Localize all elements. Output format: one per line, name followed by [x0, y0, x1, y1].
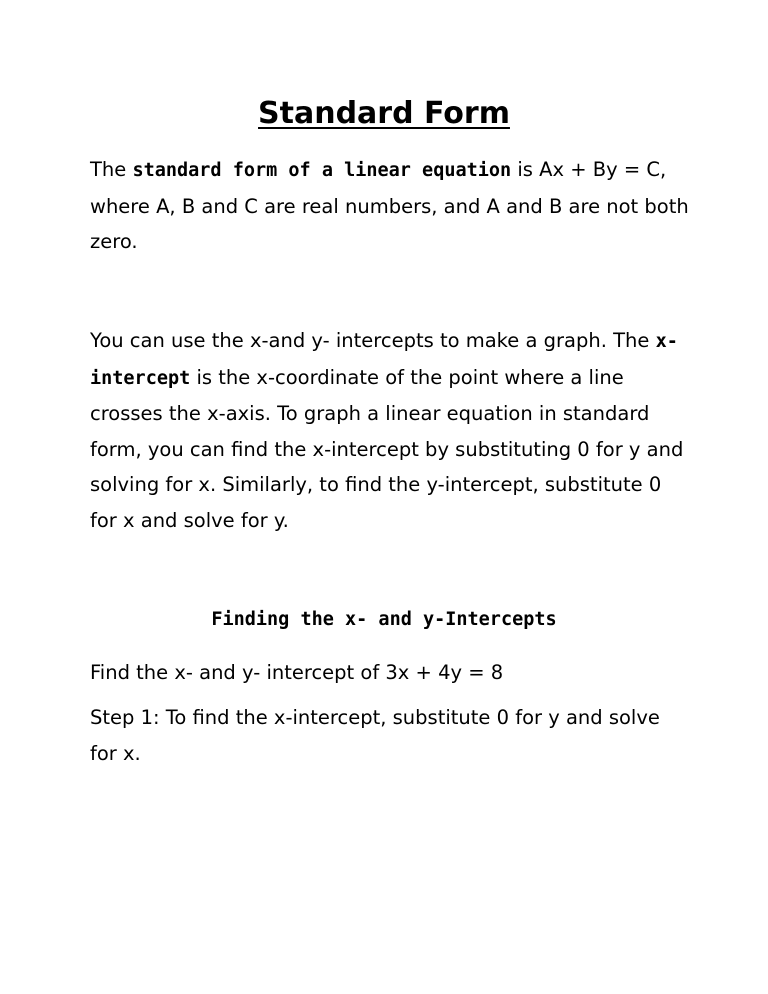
example-prompt: Find the x- and y- intercept of 3x + 4y = 8	[90, 661, 504, 684]
intercepts-rest: is the x-coordinate of the point where a line crosses the x-axis. To graph a linear equation in standard form, you can find the x-intercept by substituting 0 for y and solving for x. Similarly, to find the y-intercept, substitute 0 for x and solve for y.	[90, 365, 684, 532]
definition-intro: The	[90, 158, 133, 181]
intercepts-before-term: The	[613, 329, 656, 352]
page-title: Standard Form	[258, 96, 510, 131]
definition-term: standard form of a linear equation	[132, 160, 512, 181]
intercepts-line1: You can use the x-and y- intercepts to make a graph.	[90, 329, 614, 352]
x-intercept-term: x-intercept	[90, 331, 678, 389]
step-1-text: Step 1: To find the x-intercept, substitute 0 for y and solve for x.	[90, 706, 660, 765]
intercepts-paragraph	[90, 323, 690, 538]
definition-paragraph	[90, 152, 690, 260]
section-heading: Finding the x- and y-Intercepts	[211, 609, 557, 630]
definition-rest: is Ax + By = C, where A, B and C are real numbers, and A and B are not both zero.	[90, 158, 689, 253]
